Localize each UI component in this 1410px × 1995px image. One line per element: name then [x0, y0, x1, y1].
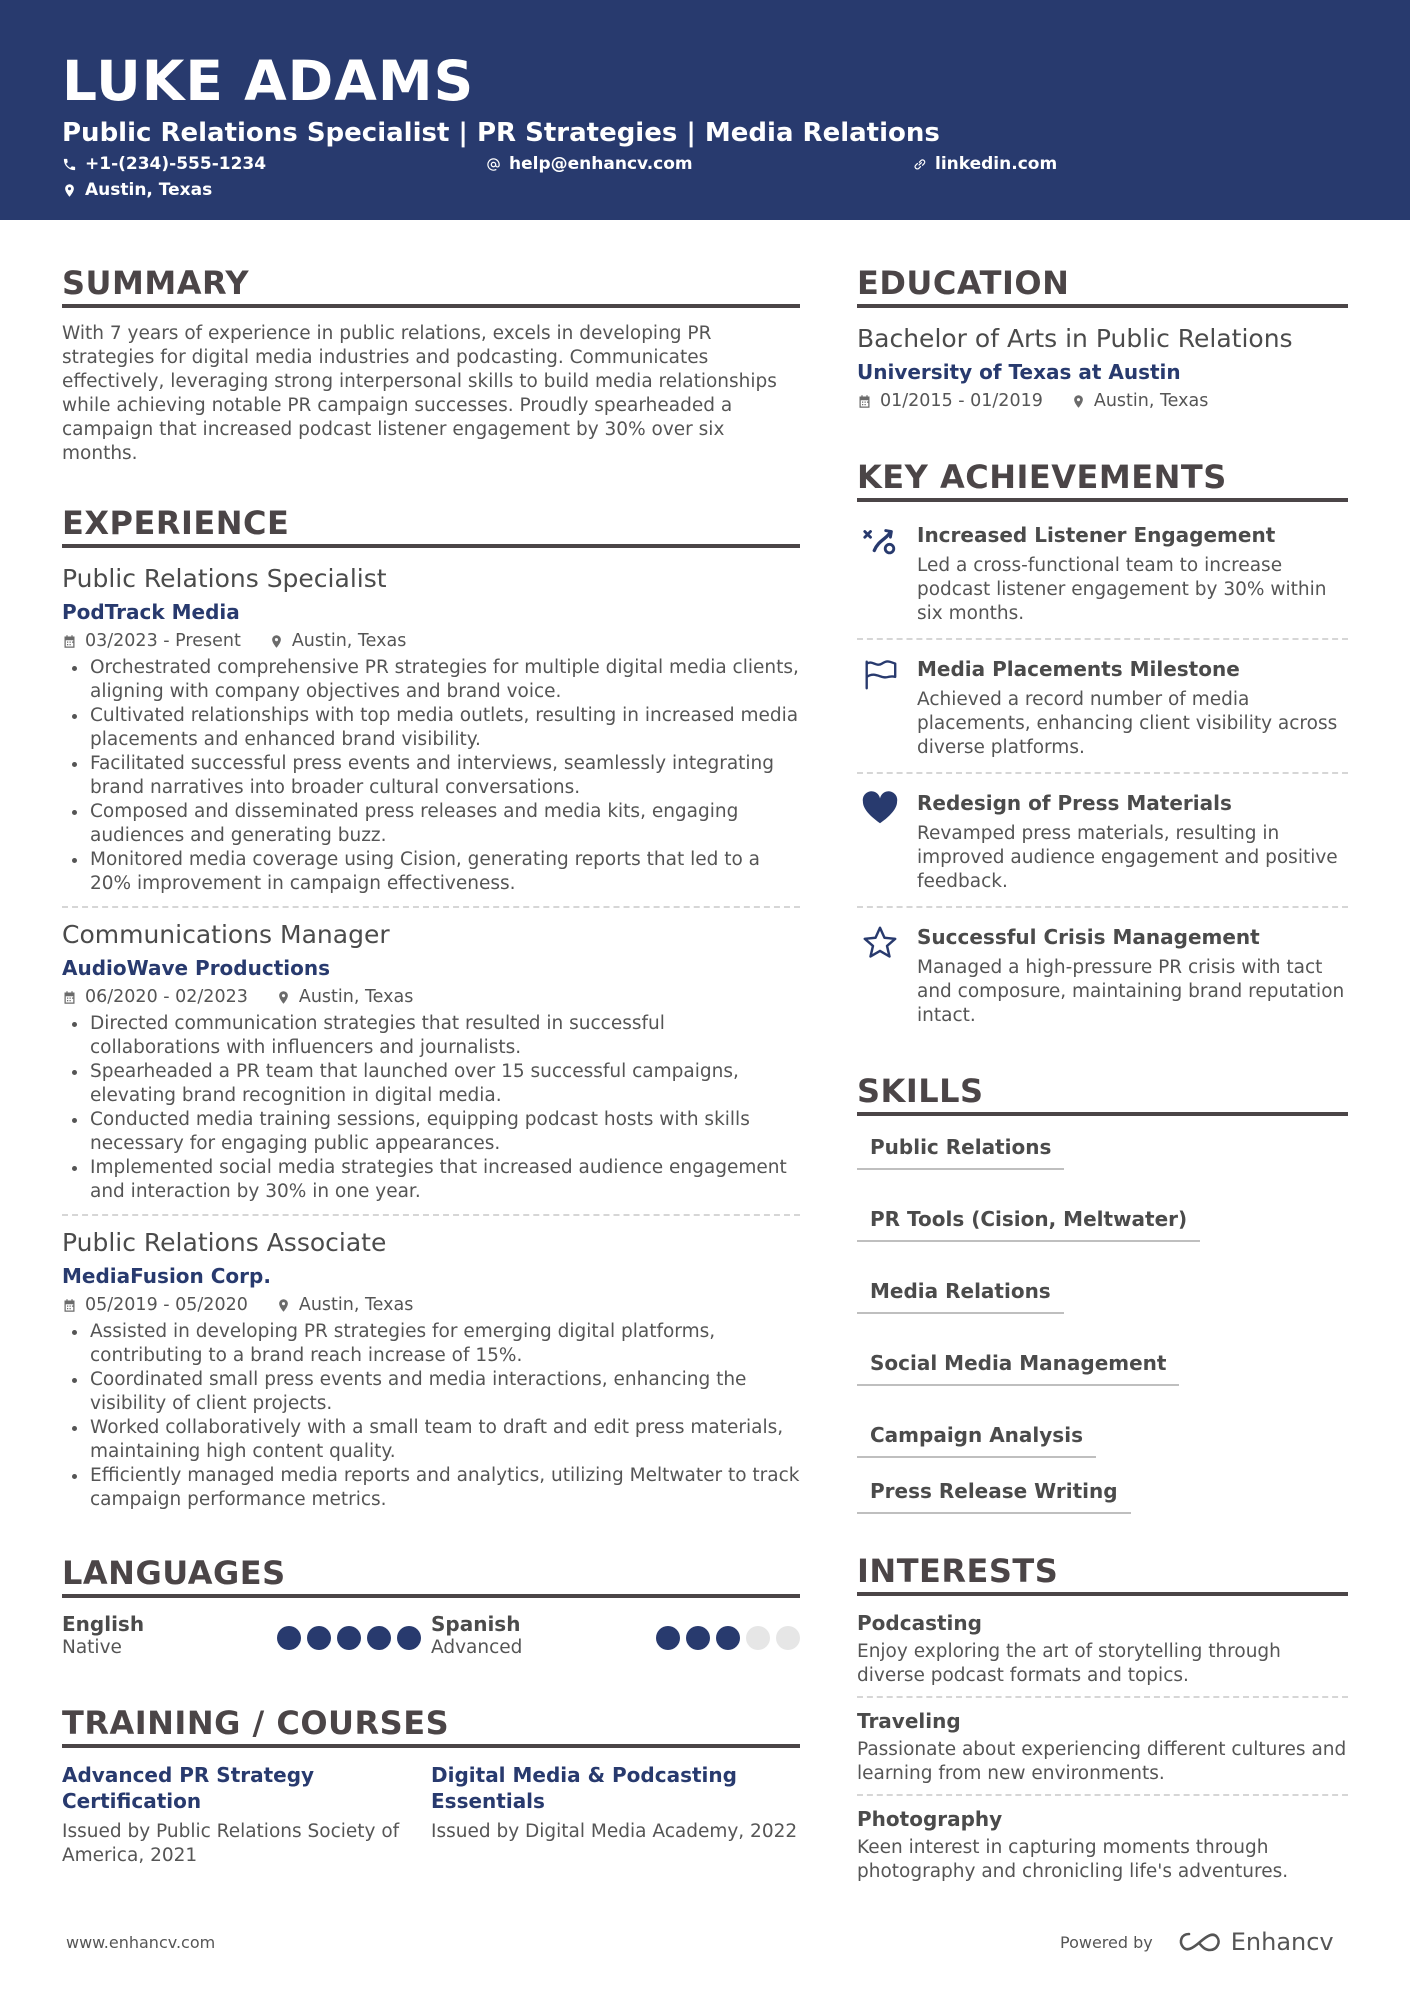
- job-bullet: Implemented social media strategies that increased audience engagement and interaction by 30% in one year.: [62, 1156, 800, 1204]
- skill-list: [857, 1130, 1348, 1514]
- star-icon: [861, 924, 899, 962]
- job-dates: [62, 628, 241, 654]
- at-icon: [486, 157, 501, 172]
- job-bullet: Assisted in developing PR strategies for emerging digital platforms, contributing to a brand reach increase of 15%.: [62, 1320, 800, 1368]
- achievements-section: [857, 456, 1348, 1036]
- skill-tag: Public Relations: [857, 1130, 1064, 1170]
- rating-dot-filled: [397, 1626, 421, 1650]
- location-pin-icon: [269, 634, 284, 649]
- language-item: [62, 1612, 431, 1664]
- rating-dot-empty: [746, 1626, 770, 1650]
- phone-text: +1-(234)-555-1234: [85, 154, 267, 174]
- rating-dot-filled: [716, 1626, 740, 1650]
- language-level: Native: [62, 1637, 122, 1658]
- rating-dot-filled: [307, 1626, 331, 1650]
- experience-entry: [62, 562, 800, 896]
- course-title: Advanced PR Strategy Certification: [62, 1763, 315, 1813]
- experience-section: [62, 502, 800, 1512]
- contact-info: [62, 154, 1348, 206]
- course-title: Digital Media & Podcasting Essentials: [431, 1763, 737, 1813]
- calendar-icon: [62, 634, 77, 649]
- job-bullet: Conducted media training sessions, equipping podcast hosts with skills necessary for engaging public appearances.: [62, 1108, 800, 1156]
- divider: [857, 906, 1348, 908]
- job-bullet: Composed and disseminated press releases and media kits, engaging audiences and generating buzz.: [62, 800, 800, 848]
- interests-section: [857, 1550, 1348, 1884]
- interest-desc: Keen interest in capturing moments through photography and chronicling life's adventures.: [857, 1837, 1289, 1882]
- achievement-icon-wrap: [857, 654, 901, 760]
- job-bullet: Worked collaboratively with a small team to draft and edit press materials, maintaining high content quality.: [62, 1416, 800, 1464]
- interest-item: [857, 1806, 1348, 1884]
- job-location-text: Austin, Texas: [298, 987, 414, 1007]
- brand-name: Enhancv: [1230, 1928, 1334, 1956]
- divider: [857, 1696, 1348, 1698]
- interest-title: Traveling: [857, 1709, 961, 1733]
- location-pin-icon: [62, 183, 77, 198]
- flag-icon: [861, 656, 899, 694]
- job-meta: [62, 628, 800, 654]
- achievement-icon-wrap: [857, 520, 901, 626]
- language-name: English: [62, 1612, 145, 1636]
- languages-section: [62, 1552, 800, 1664]
- section-title-training: TRAINING / COURSES: [62, 1702, 800, 1748]
- achievement-desc: Led a cross-functional team to increase podcast listener engagement by 30% within six months.: [917, 555, 1327, 624]
- company-name: MediaFusion Corp.: [62, 1264, 271, 1288]
- achievement-item: [857, 516, 1348, 634]
- job-location-text: Austin, Texas: [298, 1295, 414, 1315]
- job-dates-text: 03/2023 - Present: [85, 631, 241, 651]
- course-item: [431, 1762, 800, 1868]
- language-item: [431, 1612, 800, 1664]
- job-bullet: Coordinated small press events and media interactions, enhancing the visibility of client projects.: [62, 1368, 800, 1416]
- achievement-item: [857, 650, 1348, 768]
- candidate-headline: Public Relations Specialist | PR Strategies | Media Relations: [62, 118, 940, 148]
- link-icon: [912, 157, 927, 172]
- job-dates: [62, 984, 248, 1010]
- job-dates-text: 05/2019 - 05/2020: [85, 1295, 248, 1315]
- job-meta: [62, 984, 800, 1010]
- location-pin-icon: [1071, 394, 1086, 409]
- job-location: [269, 628, 407, 654]
- divider: [857, 1794, 1348, 1796]
- divider: [62, 1214, 800, 1216]
- training-section: [62, 1702, 800, 1868]
- job-bullet: Orchestrated comprehensive PR strategies for multiple digital media clients, aligning with company objectives and brand voice.: [62, 656, 800, 704]
- location-text: Austin, Texas: [85, 180, 213, 200]
- contact-phone: [62, 154, 266, 174]
- section-title-languages: LANGUAGES: [62, 1552, 800, 1598]
- section-title-education: EDUCATION: [857, 262, 1348, 308]
- job-bullet: Efficiently managed media reports and analytics, utilizing Meltwater to track campaign performance metrics.: [62, 1464, 800, 1512]
- summary-text: With 7 years of experience in public relations, excels in developing PR strategies for digital media industries and podcasting. Communicates effectively, leveraging strong interpersonal skills to build media relationships while achieving notable PR campaign successes. Proudly spearheaded a campaign that increased podcast listener engagement by 30% over six months.: [62, 323, 777, 464]
- footer-branding: [1060, 1928, 1334, 1956]
- divider: [857, 638, 1348, 640]
- resume-header: [0, 0, 1410, 220]
- job-title: Public Relations Associate: [62, 1228, 387, 1257]
- skill-tag: Campaign Analysis: [857, 1418, 1096, 1458]
- section-title-achievements: KEY ACHIEVEMENTS: [857, 456, 1348, 502]
- contact-linkedin[interactable]: [912, 154, 1057, 174]
- rating-dot-filled: [277, 1626, 301, 1650]
- job-bullet: Facilitated successful press events and interviews, seamlessly integrating brand narratives into broader cultural conversations.: [62, 752, 800, 800]
- job-dates: [62, 1292, 248, 1318]
- brand-logo[interactable]: [1177, 1928, 1334, 1956]
- language-name: Spanish: [431, 1612, 521, 1636]
- candidate-name: LUKE ADAMS: [62, 49, 475, 113]
- divider: [62, 906, 800, 908]
- language-list: [62, 1612, 800, 1664]
- course-issuer: Issued by Public Relations Society of America, 2021: [62, 1821, 400, 1866]
- school-name: University of Texas at Austin: [857, 360, 1181, 384]
- footer-website[interactable]: www.enhancv.com: [66, 1933, 216, 1952]
- email-text[interactable]: help@enhancv.com: [509, 154, 693, 174]
- divider: [857, 772, 1348, 774]
- skill-tag: Social Media Management: [857, 1346, 1179, 1386]
- summary-section: [62, 262, 800, 466]
- linkedin-text[interactable]: linkedin.com: [935, 154, 1058, 174]
- enhancv-logo-icon: [1177, 1930, 1223, 1954]
- course-list: [62, 1762, 800, 1868]
- phone-icon: [62, 157, 77, 172]
- rating-dot-filled: [656, 1626, 680, 1650]
- education-dates: [857, 388, 1043, 414]
- achievement-desc: Achieved a record number of media placements, enhancing client visibility across diverse platforms.: [917, 689, 1338, 758]
- rating-dot-empty: [776, 1626, 800, 1650]
- skill-tag: Press Release Writing: [857, 1474, 1131, 1514]
- achievement-item: [857, 918, 1348, 1036]
- course-issuer: Issued by Digital Media Academy, 2022: [431, 1821, 798, 1842]
- achievement-item: [857, 784, 1348, 902]
- achievement-title: Successful Crisis Management: [917, 925, 1260, 949]
- job-title: Public Relations Specialist: [62, 564, 387, 593]
- interest-title: Photography: [857, 1807, 1003, 1831]
- job-title: Communications Manager: [62, 920, 390, 949]
- achievement-desc: Managed a high-pressure PR crisis with tact and composure, maintaining brand reputation intact.: [917, 957, 1345, 1026]
- job-bullet: Directed communication strategies that resulted in successful collaborations with influencers and journalists.: [62, 1012, 800, 1060]
- skill-tag: Media Relations: [857, 1274, 1064, 1314]
- skill-tag: PR Tools (Cision, Meltwater): [857, 1202, 1200, 1242]
- section-title-experience: EXPERIENCE: [62, 502, 800, 548]
- interest-title: Podcasting: [857, 1611, 982, 1635]
- language-level: Advanced: [431, 1637, 523, 1658]
- education-dates-text: 01/2015 - 01/2019: [880, 391, 1043, 411]
- rating-dot-filled: [337, 1626, 361, 1650]
- interest-desc: Enjoy exploring the art of storytelling through diverse podcast formats and topics.: [857, 1641, 1281, 1686]
- job-dates-text: 06/2020 - 02/2023: [85, 987, 248, 1007]
- achievement-icon-wrap: [857, 788, 901, 894]
- experience-entry: [62, 918, 800, 1204]
- company-name: PodTrack Media: [62, 600, 240, 624]
- strategy-icon: [861, 522, 899, 560]
- skills-section: [857, 1070, 1348, 1514]
- achievement-icon-wrap: [857, 922, 901, 1028]
- language-rating: [277, 1626, 421, 1650]
- section-title-interests: INTERESTS: [857, 1550, 1348, 1596]
- company-name: AudioWave Productions: [62, 956, 331, 980]
- contact-email[interactable]: [486, 154, 693, 174]
- achievement-desc: Revamped press materials, resulting in improved audience engagement and positive feedback.: [917, 823, 1338, 892]
- degree-title: Bachelor of Arts in Public Relations: [857, 324, 1293, 353]
- achievement-title: Increased Listener Engagement: [917, 523, 1276, 547]
- job-bullet: Monitored media coverage using Cision, generating reports that led to a 20% improvement in campaign effectiveness.: [62, 848, 800, 896]
- course-item: [62, 1762, 431, 1868]
- experience-entry: [62, 1226, 800, 1512]
- rating-dot-filled: [367, 1626, 391, 1650]
- left-column: [62, 262, 800, 1868]
- rating-dot-filled: [686, 1626, 710, 1650]
- job-meta: [62, 1292, 800, 1318]
- interest-desc: Passionate about experiencing different cultures and learning from new environments.: [857, 1739, 1347, 1784]
- section-title-summary: SUMMARY: [62, 262, 800, 308]
- job-bullet: Spearheaded a PR team that launched over 15 successful campaigns, elevating brand recognition in digital media.: [62, 1060, 800, 1108]
- job-bullet: Cultivated relationships with top media outlets, resulting in increased media placements and enhanced brand visibility.: [62, 704, 800, 752]
- calendar-icon: [857, 394, 872, 409]
- calendar-icon: [62, 1298, 77, 1313]
- education-meta: [857, 388, 1348, 414]
- language-rating: [656, 1626, 800, 1650]
- job-location-text: Austin, Texas: [291, 631, 407, 651]
- interest-item: [857, 1610, 1348, 1688]
- job-location: [276, 984, 414, 1010]
- education-location: [1071, 388, 1209, 414]
- right-column: [857, 262, 1348, 1884]
- job-bullets: [62, 656, 800, 896]
- heart-icon: [861, 790, 899, 828]
- interest-item: [857, 1708, 1348, 1786]
- job-bullets: [62, 1320, 800, 1512]
- powered-by-text: Powered by: [1060, 1932, 1153, 1952]
- job-location: [276, 1292, 414, 1318]
- job-bullets: [62, 1012, 800, 1204]
- contact-location: [62, 180, 212, 200]
- calendar-icon: [62, 990, 77, 1005]
- achievement-title: Media Placements Milestone: [917, 657, 1240, 681]
- education-section: [857, 262, 1348, 414]
- section-title-skills: SKILLS: [857, 1070, 1348, 1116]
- education-location-text: Austin, Texas: [1093, 391, 1209, 411]
- location-pin-icon: [276, 990, 291, 1005]
- achievement-title: Redesign of Press Materials: [917, 791, 1232, 815]
- location-pin-icon: [276, 1298, 291, 1313]
